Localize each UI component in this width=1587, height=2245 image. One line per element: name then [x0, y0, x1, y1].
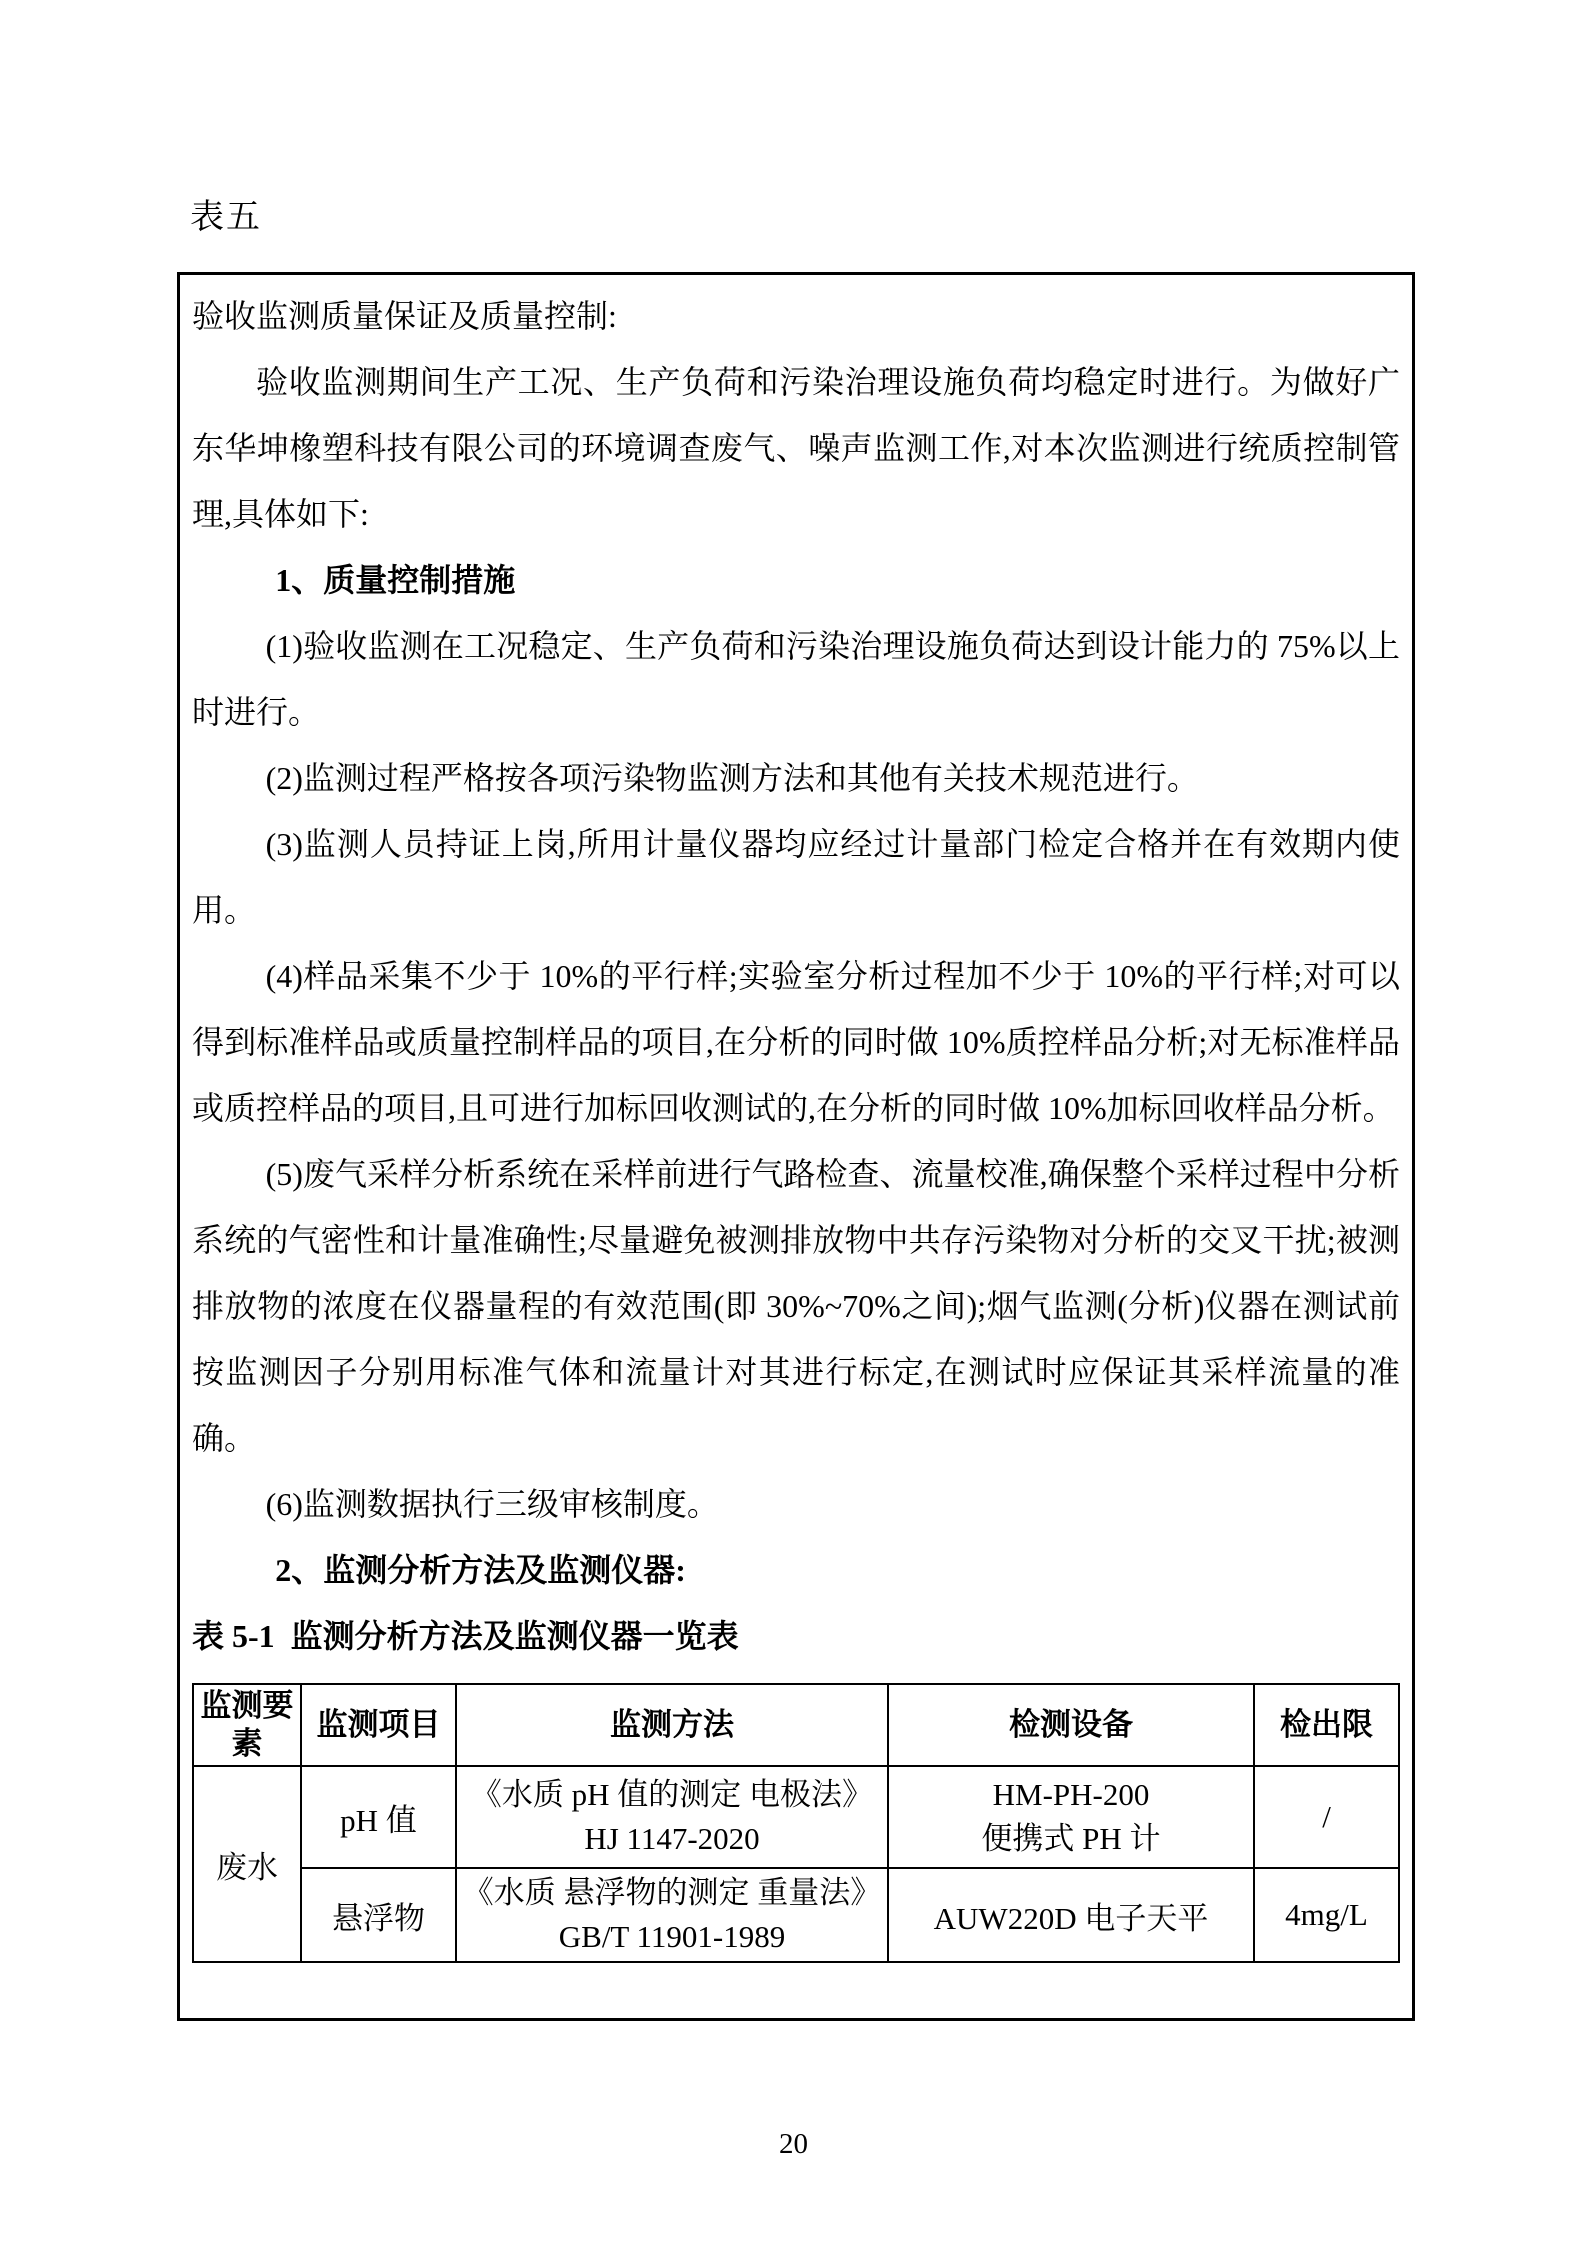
table-row-suspended-solids	[193, 1868, 1399, 1962]
section-1-heading: 1、质量控制措施	[275, 562, 516, 598]
item-2: (2)监测过程严格按各项污染物监测方法和其他有关技术规范进行。	[265, 760, 1199, 796]
item-6: (6)监测数据执行三级审核制度。	[265, 1486, 719, 1522]
table-title: 表 5-1 监测分析方法及监测仪器一览表	[192, 1618, 739, 1654]
item-1: (1)验收监测在工况稳定、生产负荷和污染治理设施负荷达到设计能力的 75%以上时进行。	[192, 628, 1400, 730]
cell-method-ph	[456, 1766, 888, 1868]
header-monitoring-method: 监测方法	[456, 1684, 888, 1766]
cell-device-ph	[888, 1766, 1254, 1868]
cell-limit-ss: 4mg/L	[1254, 1868, 1399, 1962]
header-monitoring-item: 监测项目	[301, 1684, 456, 1766]
cell-item-ph: pH 值	[301, 1766, 456, 1868]
method-ss-standard-code: GB/T 11901-1989	[558, 1919, 786, 1954]
paragraph-overview: 验收监测期间生产工况、生产负荷和污染治理设施负荷均稳定时进行。为做好广东华坤橡塑科技有限公司的环境调查废气、噪声监测工作,对本次监测进行统质控制管理,具体如下:	[192, 364, 1400, 532]
method-ph-standard-code: HJ 1147-2020	[584, 1821, 760, 1856]
method-ph-standard-name: 《水质 pH 值的测定 电极法》	[470, 1777, 874, 1812]
cell-item-ss: 悬浮物	[301, 1868, 456, 1962]
header-monitoring-element: 监测要素	[193, 1684, 301, 1766]
page-heading: 表五	[190, 199, 262, 236]
table-row-ph	[193, 1766, 1399, 1868]
cell-limit-ph: /	[1254, 1766, 1399, 1868]
header-detection-device: 检测设备	[888, 1684, 1254, 1766]
monitoring-methods-table	[192, 1683, 1400, 1963]
table-header-row	[193, 1684, 1399, 1766]
method-ss-standard-name: 《水质 悬浮物的测定 重量法》	[462, 1875, 882, 1910]
item-4: (4)样品采集不少于 10%的平行样;实验室分析过程加不少于 10%的平行样;对可以得到标准样品或质量控制样品的项目,在分析的同时做 10%质控样品分析;对无标准样品或质控样品的项目,且可进行加标回收测试的,在分析的同时做 10%加标回收样品分析。	[192, 958, 1400, 1126]
page-number: 20	[779, 2128, 808, 2160]
quality-control-box	[177, 272, 1415, 2021]
box-intro-line: 验收监测质量保证及质量控制:	[192, 298, 617, 334]
cell-method-ss	[456, 1868, 888, 1962]
device-ph-name: 便携式 PH 计	[981, 1821, 1161, 1856]
item-3: (3)监测人员持证上岗,所用计量仪器均应经过计量部门检定合格并在有效期内使用。	[192, 826, 1400, 928]
header-detection-limit: 检出限	[1254, 1684, 1399, 1766]
cell-element-wastewater: 废水	[193, 1766, 301, 1962]
device-ph-model: HM-PH-200	[992, 1777, 1150, 1812]
section-2-heading: 2、监测分析方法及监测仪器:	[275, 1552, 686, 1588]
item-5: (5)废气采样分析系统在采样前进行气路检查、流量校准,确保整个采样过程中分析系统的气密性和计量准确性;尽量避免被测排放物中共存污染物对分析的交叉干扰;被测排放物的浓度在仪器量程的有效范围(即 30%~70%之间);烟气监测(分析)仪器在测试前按监测因子分别用标准气体和流量计对其进行标定,在测试时应保证其采样流量的准确。	[192, 1156, 1400, 1456]
cell-device-ss: AUW220D 电子天平	[888, 1868, 1254, 1962]
